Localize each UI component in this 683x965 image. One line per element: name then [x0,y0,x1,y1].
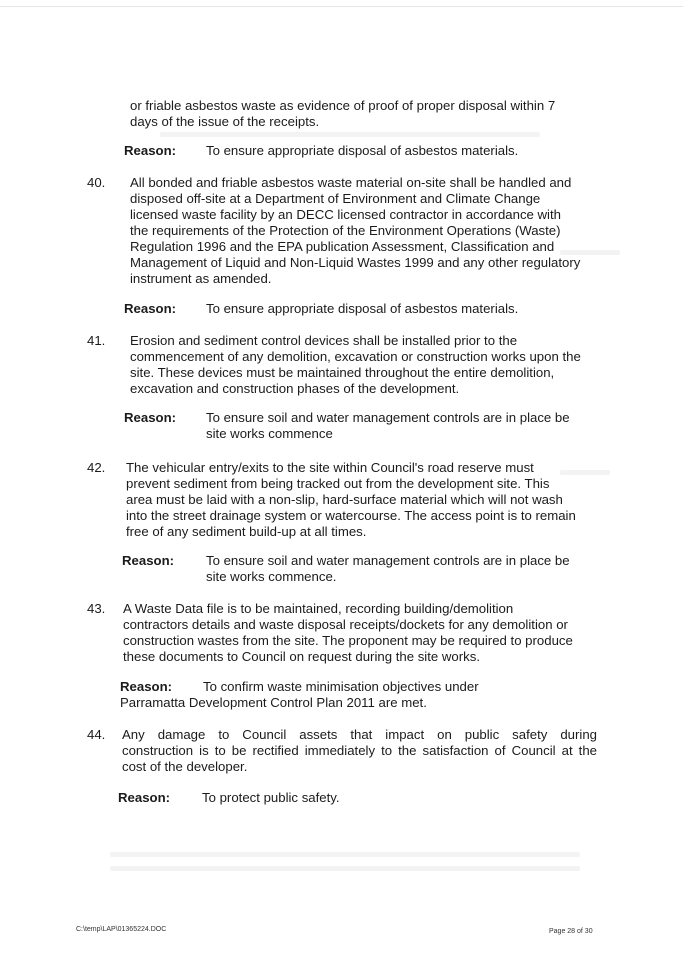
condition-number: 40. [87,175,106,190]
reason-label: Reason: [122,553,175,568]
bleed-through-mark [160,132,540,137]
condition-number: 42. [87,460,106,475]
reason-label: Reason: [120,679,173,694]
reason-text: site works commence. [206,569,337,584]
condition-line: into the street drainage system or watercourse. The access point is to remain [126,508,576,523]
footer-file-path: C:\temp\LAP\01365224.DOC [76,926,167,933]
reason-label: Reason: [124,410,177,425]
condition-line: disposed off-site at a Department of Environment and Climate Change [130,191,541,206]
reason-label: Reason: [124,301,177,316]
footer-page-number: Page 28 of 30 [549,928,593,935]
condition-number: 44. [87,727,106,742]
condition-line: Regulation 1996 and the EPA publication Assessment, Classification and [130,239,555,254]
condition-line: Management of Liquid and Non-Liquid Wastes 1999 and any other regulatory [130,255,581,270]
condition-number: 41. [87,333,106,348]
reason-text: site works commence [206,426,333,441]
continuation-line: or friable asbestos waste as evidence of proof of proper disposal within 7 [130,98,556,113]
condition-line: excavation and construction phases of the development. [130,381,460,396]
condition-line: free of any sediment build-up at all times. [126,524,367,539]
reason-label: Reason: [124,143,177,158]
reason-text: To ensure appropriate disposal of asbestos materials. [206,143,519,158]
scan-edge-line [0,6,683,7]
condition-line: licensed waste facility by an DECC licensed contractor in accordance with [130,207,561,222]
condition-line: these documents to Council on request during the site works. [123,649,480,664]
condition-line: site. These devices must be maintained throughout the entire demolition, [130,365,555,380]
condition-line: All bonded and friable asbestos waste material on-site shall be handled and [130,175,572,190]
condition-line: the requirements of the Protection of the Environment Operations (Waste) [130,223,561,238]
reason-text: To protect public safety. [202,790,340,805]
condition-line: Any damage to Council assets that impact on public safety during [122,727,597,742]
bleed-through-mark [110,866,580,871]
bleed-through-mark [110,852,580,857]
reason-text: To ensure soil and water management controls are in place be [206,553,570,568]
condition-line: prevent sediment from being tracked out from the development site. This [126,476,550,491]
condition-line: contractors details and waste disposal receipts/dockets for any demolition or [123,617,568,632]
reason-text: Parramatta Development Control Plan 2011 are met. [120,695,427,710]
bleed-through-mark [560,470,610,475]
condition-line: area must be laid with a non-slip, hard-surface material which will not wash [126,492,563,507]
continuation-line: days of the issue of the receipts. [130,114,320,129]
reason-text: To ensure soil and water management controls are in place be [206,410,570,425]
reason-text: To ensure appropriate disposal of asbestos materials. [206,301,519,316]
condition-line: instrument as amended. [130,271,272,286]
condition-line: construction is to be rectified immediately to the satisfaction of Council at the [122,743,597,758]
reason-label: Reason: [118,790,171,805]
condition-line: cost of the developer. [122,759,248,774]
reason-text: To confirm waste minimisation objectives under [203,679,479,694]
condition-line: commencement of any demolition, excavation or construction works upon the [130,349,581,364]
condition-line: construction wastes from the site. The proponent may be required to produce [123,633,573,648]
condition-number: 43. [87,601,106,616]
condition-line: Erosion and sediment control devices shall be installed prior to the [130,333,518,348]
condition-line: A Waste Data file is to be maintained, recording building/demolition [123,601,514,616]
condition-line: The vehicular entry/exits to the site within Council's road reserve must [126,460,534,475]
